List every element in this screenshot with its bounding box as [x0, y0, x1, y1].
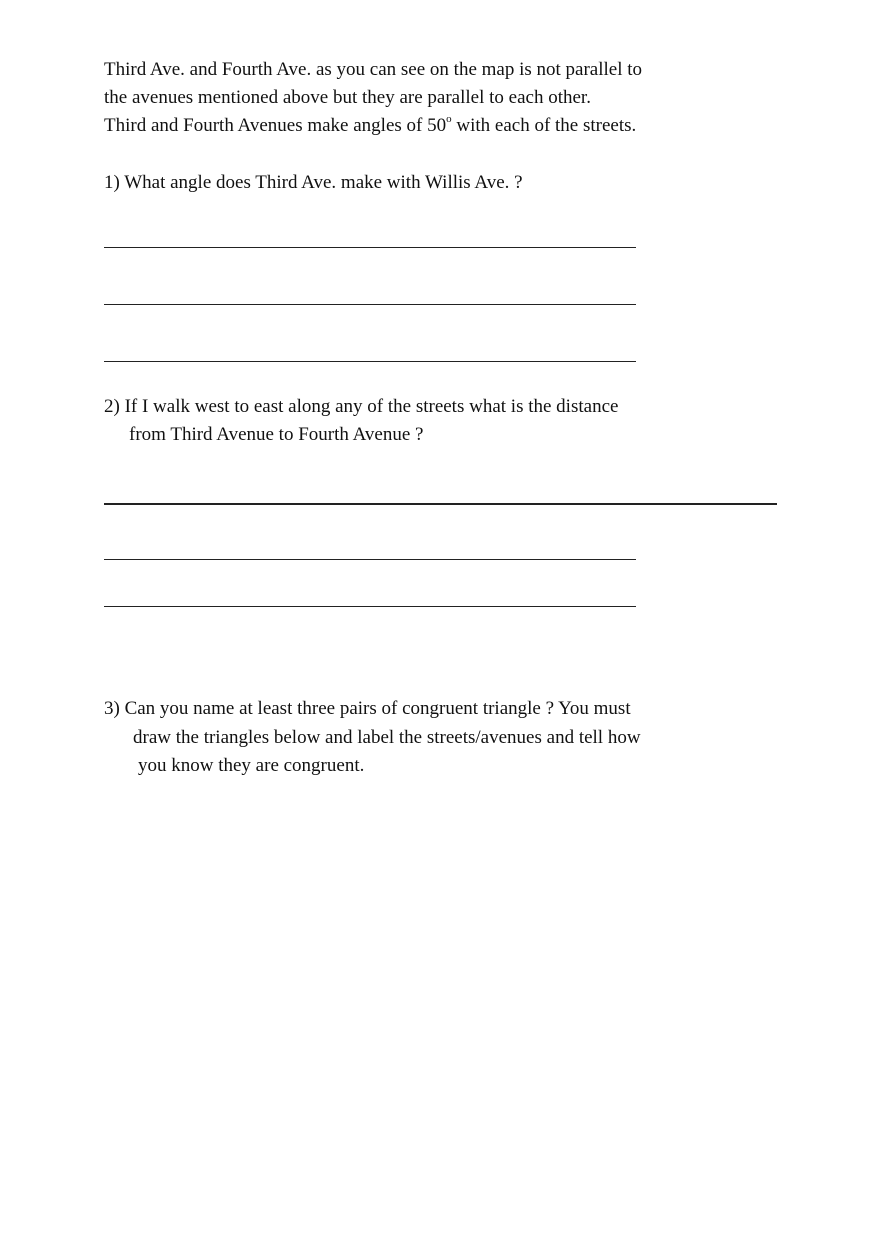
answer-line-1a[interactable] [104, 247, 636, 248]
question-3-line-3: you know they are congruent. [138, 755, 365, 776]
question-2-line-1: 2) If I walk west to east along any of the streets what is the distance [104, 396, 619, 417]
question-2-line-2: from Third Avenue to Fourth Avenue ? [129, 424, 424, 445]
question-3-line-2: draw the triangles below and label the streets/avenues and tell how [133, 727, 641, 748]
intro-line-2: the avenues mentioned above but they are parallel to each other. [104, 87, 591, 108]
answer-line-1b[interactable] [104, 304, 636, 305]
degree-mark: o [446, 113, 452, 125]
answer-line-2a[interactable] [104, 503, 777, 505]
question-3-line-1: 3) Can you name at least three pairs of congruent triangle ? You must [104, 698, 631, 719]
question-1: 1) What angle does Third Ave. make with Willis Ave. ? [104, 172, 523, 193]
answer-line-2c[interactable] [104, 606, 636, 607]
intro-line-1: Third Ave. and Fourth Ave. as you can see on the map is not parallel to [104, 59, 643, 80]
intro-line-3-text: Third and Fourth Avenues make angles of 50 [104, 115, 447, 136]
intro-line-3-text-end: with each of the streets. [451, 115, 637, 136]
answer-line-2b[interactable] [104, 559, 636, 560]
intro-line-3 [104, 114, 636, 138]
answer-line-1c[interactable] [104, 361, 636, 362]
